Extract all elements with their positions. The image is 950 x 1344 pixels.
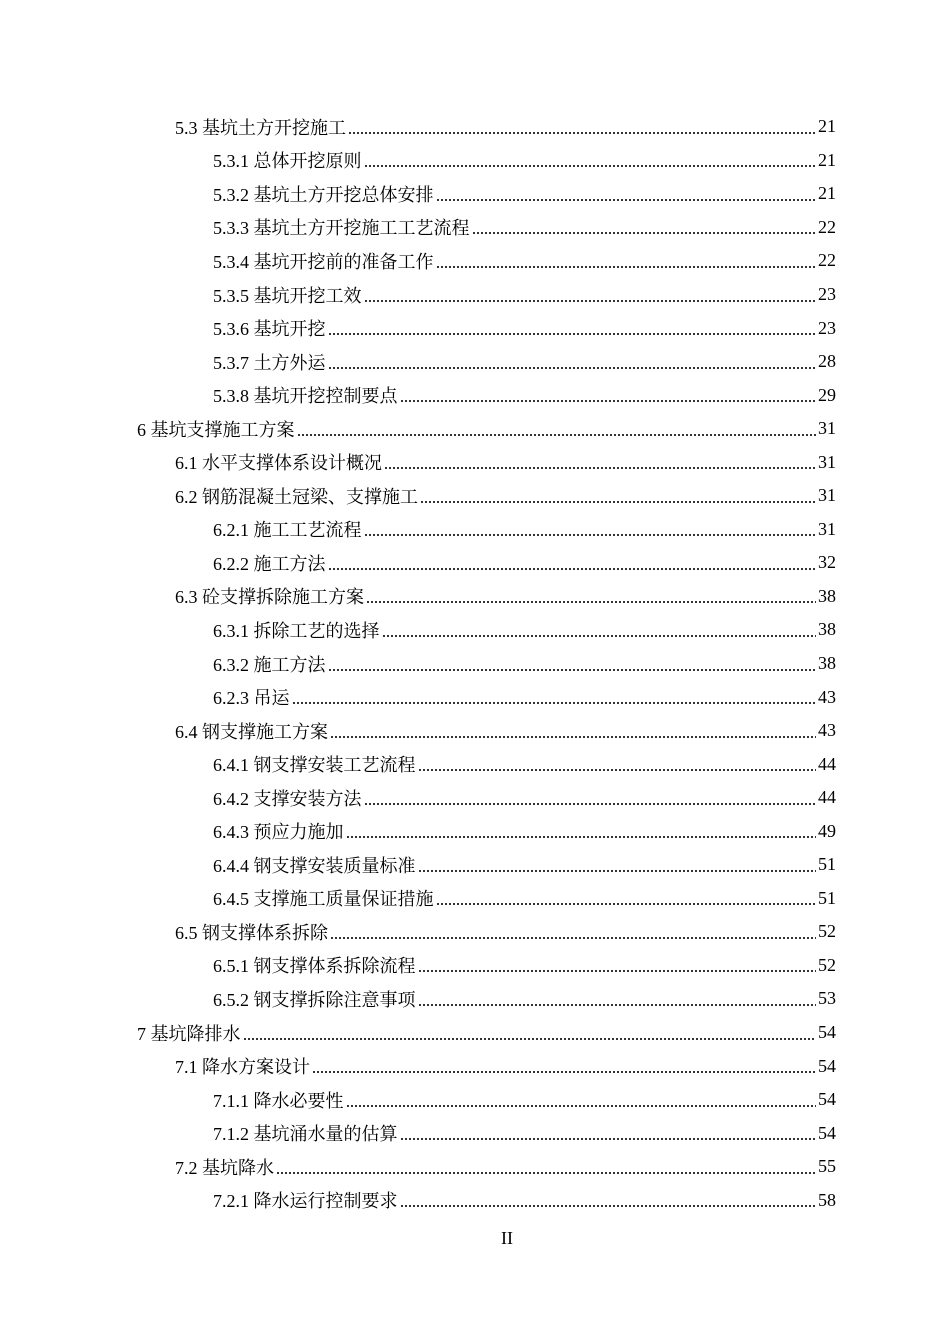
toc-entry[interactable] <box>0 479 950 513</box>
toc-entry-page: 31 <box>818 518 836 539</box>
dot-leader <box>328 669 817 671</box>
toc-entry-title: 6.2.2 施工方法 <box>213 553 326 574</box>
toc-entry-page: 44 <box>818 753 836 774</box>
toc-entry-page: 38 <box>818 619 836 640</box>
dot-leader <box>436 266 817 268</box>
toc-entry-page: 32 <box>818 552 836 573</box>
toc-entry[interactable] <box>0 513 950 547</box>
toc-entry[interactable] <box>0 1116 950 1150</box>
dot-leader <box>330 937 816 939</box>
toc-entry[interactable] <box>0 848 950 882</box>
dot-leader <box>364 300 817 302</box>
dot-leader <box>400 1138 817 1140</box>
toc-entry-title: 6.5.2 钢支撑拆除注意事项 <box>213 989 416 1010</box>
toc-entry-title: 7 基坑降排水 <box>137 1023 241 1044</box>
toc-entry[interactable] <box>0 613 950 647</box>
toc-entry-title: 6.4.3 预应力施加 <box>213 822 344 843</box>
toc-entry-title: 6.4.1 钢支撑安装工艺流程 <box>213 755 416 776</box>
toc-entry[interactable] <box>0 949 950 983</box>
dot-leader <box>384 467 816 469</box>
toc-entry[interactable] <box>0 647 950 681</box>
dot-leader <box>330 736 816 738</box>
toc-entry-title: 5.3.4 基坑开挖前的准备工作 <box>213 251 434 272</box>
toc-entry[interactable] <box>0 714 950 748</box>
toc-entry[interactable] <box>0 311 950 345</box>
toc-entry[interactable] <box>0 814 950 848</box>
toc-entry-title: 6.2.1 施工工艺流程 <box>213 520 362 541</box>
toc-entry-page: 29 <box>818 384 836 405</box>
toc-entry[interactable] <box>0 580 950 614</box>
toc-entry-page: 23 <box>818 317 836 338</box>
page-footer <box>0 1228 950 1249</box>
toc-entry-title: 7.2 基坑降水 <box>175 1157 274 1178</box>
toc-entry-page: 54 <box>818 1055 836 1076</box>
toc-entry-title: 5.3 基坑土方开挖施工 <box>175 117 346 138</box>
dot-leader <box>328 333 817 335</box>
dot-leader <box>472 232 817 234</box>
toc-entry-title: 6 基坑支撑施工方案 <box>137 419 295 440</box>
toc-entry-title: 6.2.3 吊运 <box>213 688 290 709</box>
page-number-label: II <box>501 1228 513 1248</box>
toc-entry-page: 58 <box>818 1189 836 1210</box>
toc-entry-page: 54 <box>818 1089 836 1110</box>
dot-leader <box>364 803 817 805</box>
toc-entry-title: 6.1 水平支撑体系设计概况 <box>175 453 382 474</box>
toc-entry-title: 6.4.4 钢支撑安装质量标准 <box>213 855 416 876</box>
toc-entry[interactable] <box>0 1083 950 1117</box>
dot-leader <box>400 1205 817 1207</box>
toc-entry-title: 6.5.1 钢支撑体系拆除流程 <box>213 956 416 977</box>
dot-leader <box>346 1105 817 1107</box>
dot-leader <box>366 601 816 603</box>
toc-entry-page: 54 <box>818 1122 836 1143</box>
toc-entry-page: 31 <box>818 485 836 506</box>
toc-entry[interactable] <box>0 445 950 479</box>
dot-leader <box>418 1004 817 1006</box>
toc-entry-page: 49 <box>818 820 836 841</box>
toc-entry-page: 44 <box>818 787 836 808</box>
toc-entry[interactable] <box>0 144 950 178</box>
toc-entry-title: 7.2.1 降水运行控制要求 <box>213 1191 398 1212</box>
dot-leader <box>348 132 816 134</box>
toc-entry-page: 55 <box>818 1156 836 1177</box>
toc-entry[interactable] <box>0 278 950 312</box>
toc-entry-title: 6.5 钢支撑体系拆除 <box>175 922 328 943</box>
toc-entry-title: 6.4.5 支撑施工质量保证措施 <box>213 889 434 910</box>
toc-entry-page: 28 <box>818 351 836 372</box>
toc-entry[interactable] <box>0 882 950 916</box>
toc-entry-title: 7.1.1 降水必要性 <box>213 1090 344 1111</box>
toc-entry-page: 21 <box>818 149 836 170</box>
toc-entry-title: 5.3.2 基坑土方开挖总体安排 <box>213 184 434 205</box>
toc-entry-title: 5.3.8 基坑开挖控制要点 <box>213 386 398 407</box>
toc-entry-title: 6.2 钢筋混凝土冠梁、支撑施工 <box>175 486 418 507</box>
dot-leader <box>418 769 817 771</box>
dot-leader <box>420 501 816 503</box>
toc-entry[interactable] <box>0 110 950 144</box>
dot-leader <box>346 836 817 838</box>
toc-entry-page: 38 <box>818 585 836 606</box>
dot-leader <box>436 199 817 201</box>
dot-leader <box>292 702 817 704</box>
toc-entry[interactable] <box>0 546 950 580</box>
toc-entry[interactable] <box>0 747 950 781</box>
dot-leader <box>328 568 817 570</box>
dot-leader <box>382 635 817 637</box>
toc-entry-page: 52 <box>818 954 836 975</box>
toc-entry-title: 6.3.2 施工方法 <box>213 654 326 675</box>
toc-entry-page: 38 <box>818 653 836 674</box>
toc-entry-page: 31 <box>818 451 836 472</box>
toc-entry[interactable] <box>0 378 950 412</box>
toc-entry-title: 7.1.2 基坑涌水量的估算 <box>213 1124 398 1145</box>
toc-entry-title: 7.1 降水方案设计 <box>175 1057 310 1078</box>
toc-entry-title: 5.3.6 基坑开挖 <box>213 319 326 340</box>
dot-leader <box>418 870 817 872</box>
toc-entry[interactable] <box>0 680 950 714</box>
toc-entry-page: 21 <box>818 183 836 204</box>
toc-entry-title: 5.3.1 总体开挖原则 <box>213 151 362 172</box>
toc-entry[interactable] <box>0 345 950 379</box>
toc-entry[interactable] <box>0 781 950 815</box>
toc-entry-page: 43 <box>818 686 836 707</box>
toc-entry[interactable] <box>0 177 950 211</box>
toc-entry-page: 22 <box>818 250 836 271</box>
toc-entry[interactable] <box>0 915 950 949</box>
dot-leader <box>297 434 817 436</box>
toc-entry[interactable] <box>0 412 950 446</box>
toc-entry-title: 5.3.5 基坑开挖工效 <box>213 285 362 306</box>
toc-entry-page: 22 <box>818 216 836 237</box>
table-of-contents <box>0 110 950 1217</box>
toc-entry[interactable] <box>0 244 950 278</box>
toc-entry-page: 51 <box>818 887 836 908</box>
toc-entry-page: 43 <box>818 720 836 741</box>
toc-entry[interactable] <box>0 1150 950 1184</box>
toc-entry-page: 51 <box>818 854 836 875</box>
toc-entry[interactable] <box>0 982 950 1016</box>
toc-entry-title: 6.3 砼支撑拆除施工方案 <box>175 587 364 608</box>
toc-entry[interactable] <box>0 1184 950 1218</box>
toc-entry-title: 5.3.7 土方外运 <box>213 352 326 373</box>
dot-leader <box>243 1038 817 1040</box>
dot-leader <box>418 970 817 972</box>
toc-entry-page: 54 <box>818 1022 836 1043</box>
dot-leader <box>364 165 817 167</box>
toc-entry[interactable] <box>0 1049 950 1083</box>
toc-entry-page: 53 <box>818 988 836 1009</box>
toc-entry-page: 31 <box>818 418 836 439</box>
dot-leader <box>312 1071 816 1073</box>
toc-entry-title: 6.4.2 支撑安装方法 <box>213 788 362 809</box>
dot-leader <box>328 367 817 369</box>
toc-entry-title: 5.3.3 基坑土方开挖施工工艺流程 <box>213 218 470 239</box>
toc-entry-page: 52 <box>818 921 836 942</box>
toc-entry-page: 23 <box>818 284 836 304</box>
dot-leader <box>400 400 817 402</box>
dot-leader <box>364 534 817 536</box>
toc-entry-title: 6.4 钢支撑施工方案 <box>175 721 328 742</box>
toc-entry[interactable] <box>0 211 950 245</box>
dot-leader <box>436 903 817 905</box>
toc-entry-title: 6.3.1 拆除工艺的选择 <box>213 620 380 641</box>
dot-leader <box>276 1172 816 1174</box>
toc-entry-page: 21 <box>818 116 836 137</box>
toc-entry[interactable] <box>0 1016 950 1050</box>
